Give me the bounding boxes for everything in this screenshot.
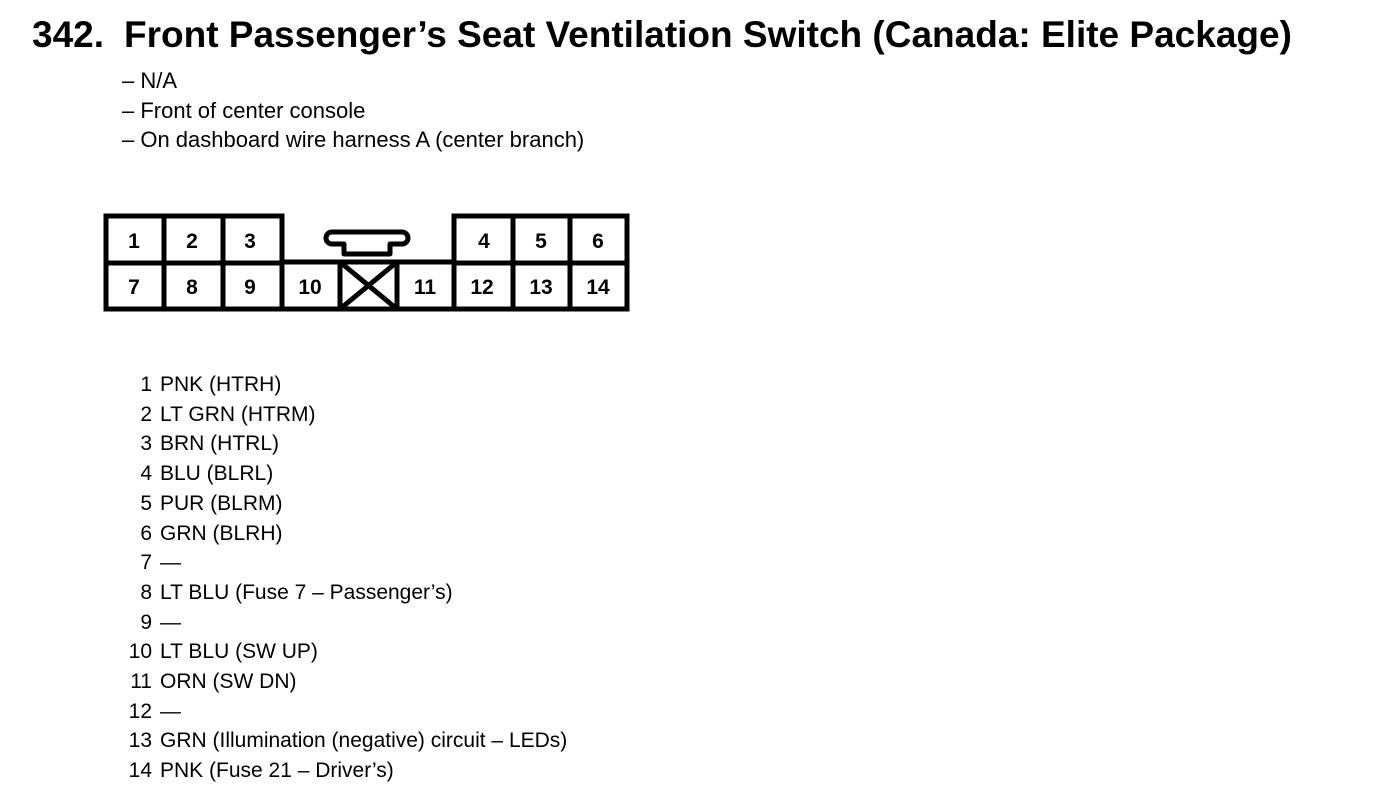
- pin-description: LT BLU (SW UP): [160, 640, 318, 664]
- pin-description: GRN (Illumination (negative) circuit – LEDs): [160, 729, 568, 753]
- pin-number: 13: [128, 729, 152, 753]
- pin-row: [120, 578, 567, 608]
- pin-description: PNK (HTRH): [160, 373, 282, 396]
- cavity-label-1: 1: [128, 230, 140, 253]
- pin-number: 12: [128, 699, 152, 723]
- pin-description: GRN (BLRH): [160, 521, 283, 545]
- pin-row: [120, 667, 567, 697]
- cavity-label-13: 13: [529, 276, 553, 299]
- pin-description: LT BLU (Fuse 7 – Passenger’s): [160, 580, 453, 604]
- info-line-3: – On dashboard wire harness A (center branch): [122, 127, 585, 152]
- cavity-label-11: 11: [413, 276, 437, 299]
- cavity-label-7: 7: [128, 276, 140, 299]
- cavity-label-9: 9: [244, 276, 256, 299]
- pin-description: BLU (BLRL): [160, 462, 274, 486]
- pin-row: [120, 489, 567, 519]
- item-title: Front Passenger’s Seat Ventilation Switch (Canada: Elite Package): [124, 14, 1292, 55]
- pin-row: [120, 637, 567, 667]
- pin-list: [120, 370, 567, 786]
- cavity-label-10: 10: [298, 276, 322, 299]
- pin-row: [120, 697, 567, 727]
- pin-row: [120, 400, 567, 430]
- location-info: [122, 66, 584, 155]
- connector-face-diagram: [100, 210, 632, 316]
- locking-tab: [326, 232, 408, 254]
- pin-number: 10: [128, 640, 152, 664]
- pin-description: PUR (BLRM): [160, 491, 283, 515]
- cavity-label-2: 2: [186, 230, 198, 253]
- pin-number: 6: [140, 521, 152, 545]
- info-line-2: – Front of center console: [122, 97, 366, 123]
- pin-row: [120, 608, 567, 638]
- pin-number: 1: [140, 373, 152, 396]
- pin-row: [120, 548, 567, 578]
- pin-number: 3: [140, 432, 152, 456]
- cavity-label-12: 12: [470, 276, 494, 299]
- pin-row: [120, 459, 567, 489]
- pin-description: —: [160, 610, 181, 634]
- pin-row: [120, 756, 567, 786]
- pin-number: 9: [140, 610, 152, 634]
- pin-description: ORN (SW DN): [160, 670, 297, 694]
- pin-number: 4: [140, 462, 152, 486]
- pin-number: 5: [140, 491, 152, 515]
- pin-number: 2: [140, 402, 152, 426]
- page-title: [32, 14, 1292, 56]
- item-number: 342.: [32, 14, 105, 55]
- cavity-label-4: 4: [478, 230, 490, 253]
- pin-number: 14: [128, 759, 152, 783]
- info-line-1: – N/A: [122, 68, 178, 93]
- cavity-label-8: 8: [186, 276, 198, 299]
- cavity-label-5: 5: [535, 230, 547, 253]
- pin-row: [120, 429, 567, 459]
- pin-number: 8: [140, 580, 152, 604]
- pin-number: 7: [140, 551, 152, 575]
- pin-description: BRN (HTRL): [160, 432, 279, 456]
- pin-description: —: [160, 551, 181, 575]
- cavity-label-3: 3: [244, 230, 256, 253]
- pin-number: 11: [130, 670, 152, 694]
- cavity-label-14: 14: [586, 276, 610, 299]
- pin-description: PNK (Fuse 21 – Driver’s): [160, 759, 394, 783]
- cavity-label-6: 6: [592, 230, 604, 253]
- pin-description: —: [160, 699, 181, 723]
- pin-row: [120, 726, 567, 756]
- pin-row: [120, 370, 567, 400]
- pin-row: [120, 519, 567, 549]
- pin-description: LT GRN (HTRM): [160, 402, 316, 426]
